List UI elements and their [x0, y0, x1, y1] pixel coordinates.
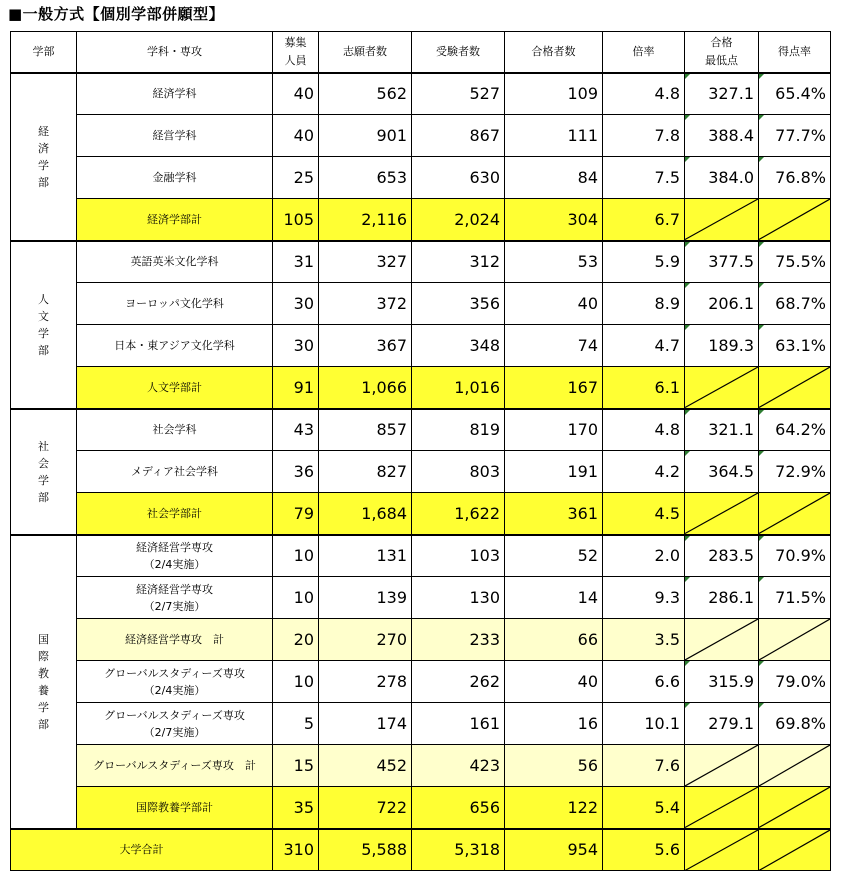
dept-char: 部	[38, 490, 49, 504]
capacity-cell: 35	[273, 787, 319, 829]
applicants-cell: 452	[319, 745, 412, 787]
major-label	[77, 115, 273, 157]
capacity-cell: 79	[273, 493, 319, 535]
header-dept: 学部	[11, 32, 77, 73]
capacity-cell: 10	[273, 661, 319, 703]
total-examinees: 5,318	[412, 829, 505, 871]
applicants-cell: 270	[319, 619, 412, 661]
score-rate-cell-empty	[759, 745, 831, 787]
table-row	[11, 451, 831, 493]
capacity-cell: 36	[273, 451, 319, 493]
header-capacity-line1: 募集	[284, 35, 307, 49]
diagonal-slash	[685, 787, 758, 828]
examinees-cell: 130	[412, 577, 505, 619]
capacity-cell: 15	[273, 745, 319, 787]
applicants-cell: 1,684	[319, 493, 412, 535]
major-label	[77, 325, 273, 367]
total-min-score-empty	[685, 829, 759, 871]
score-rate-cell: 71.5%	[759, 577, 831, 619]
score-rate-cell: 79.0%	[759, 661, 831, 703]
passers-cell: 304	[505, 199, 603, 241]
passers-cell: 191	[505, 451, 603, 493]
major-label-line: 人文学部計	[147, 380, 202, 394]
examinees-cell: 356	[412, 283, 505, 325]
table-row	[11, 199, 831, 241]
dept-char: 人	[38, 292, 49, 306]
score-rate-cell: 76.8%	[759, 157, 831, 199]
major-label	[77, 703, 273, 745]
diagonal-slash	[685, 745, 758, 786]
major-label	[77, 241, 273, 283]
header-applicants: 志願者数	[319, 32, 412, 73]
examinees-cell: 312	[412, 241, 505, 283]
passers-cell: 74	[505, 325, 603, 367]
table-row	[11, 787, 831, 829]
major-label	[77, 157, 273, 199]
dept-cell-soc	[11, 409, 77, 535]
ratio-cell: 8.9	[603, 283, 685, 325]
diagonal-slash	[685, 619, 758, 660]
diagonal-slash	[759, 787, 830, 828]
dept-cell-intl	[11, 535, 77, 829]
admissions-table	[10, 31, 831, 871]
passers-cell: 361	[505, 493, 603, 535]
major-label	[77, 745, 273, 787]
diagonal-slash	[685, 493, 758, 534]
dept-char: 教	[38, 666, 49, 680]
examinees-cell: 527	[412, 73, 505, 115]
table-row	[11, 325, 831, 367]
min-score-cell: 327.1	[685, 73, 759, 115]
score-rate-cell: 64.2%	[759, 409, 831, 451]
applicants-cell: 139	[319, 577, 412, 619]
passers-cell: 167	[505, 367, 603, 409]
major-label-line: 社会学科	[152, 423, 197, 437]
major-label	[77, 493, 273, 535]
examinees-cell: 630	[412, 157, 505, 199]
diagonal-slash	[759, 493, 830, 534]
major-label-line: ヨーロッパ文化学科	[125, 297, 224, 310]
header-capacity	[273, 32, 319, 73]
ratio-cell: 7.6	[603, 745, 685, 787]
min-score-cell-empty	[685, 745, 759, 787]
dept-char: 部	[38, 343, 49, 357]
total-ratio: 5.6	[603, 829, 685, 871]
capacity-cell: 10	[273, 577, 319, 619]
diagonal-slash	[685, 830, 758, 871]
capacity-cell: 25	[273, 157, 319, 199]
applicants-cell: 367	[319, 325, 412, 367]
major-label-line: 経済学科	[152, 87, 197, 101]
examinees-cell: 2,024	[412, 199, 505, 241]
examinees-cell: 262	[412, 661, 505, 703]
major-label-line: グローバルスタディーズ専攻	[104, 666, 245, 680]
capacity-cell: 91	[273, 367, 319, 409]
major-label-line: 経営学科	[152, 129, 197, 142]
examinees-cell: 103	[412, 535, 505, 577]
major-label-line: （2/4実施）	[143, 683, 206, 697]
total-passers: 954	[505, 829, 603, 871]
major-label-line: 経済学部計	[147, 212, 202, 226]
capacity-cell: 30	[273, 283, 319, 325]
header-row	[11, 32, 831, 73]
applicants-cell: 722	[319, 787, 412, 829]
passers-cell: 14	[505, 577, 603, 619]
dept-char: 部	[38, 175, 49, 189]
passers-cell: 16	[505, 703, 603, 745]
score-rate-cell-empty	[759, 493, 831, 535]
examinees-cell: 803	[412, 451, 505, 493]
ratio-cell: 9.3	[603, 577, 685, 619]
applicants-cell: 562	[319, 73, 412, 115]
ratio-cell: 10.1	[603, 703, 685, 745]
passers-cell: 40	[505, 283, 603, 325]
dept-char: 部	[38, 717, 49, 731]
table-row	[11, 661, 831, 703]
capacity-cell: 105	[273, 199, 319, 241]
dept-char: 学	[38, 326, 49, 340]
diagonal-slash	[685, 199, 758, 240]
passers-cell: 40	[505, 661, 603, 703]
examinees-cell: 1,622	[412, 493, 505, 535]
ratio-cell: 4.7	[603, 325, 685, 367]
header-passers: 合格者数	[505, 32, 603, 73]
min-score-cell: 384.0	[685, 157, 759, 199]
header-min-score-line2: 最低点	[705, 53, 738, 67]
min-score-cell: 321.1	[685, 409, 759, 451]
major-label	[77, 787, 273, 829]
dept-char: 際	[38, 649, 49, 663]
applicants-cell: 827	[319, 451, 412, 493]
examinees-cell: 348	[412, 325, 505, 367]
major-label	[77, 451, 273, 493]
score-rate-cell: 75.5%	[759, 241, 831, 283]
total-applicants: 5,588	[319, 829, 412, 871]
min-score-cell: 279.1	[685, 703, 759, 745]
dept-char: 学	[38, 700, 49, 714]
table-row	[11, 703, 831, 745]
score-rate-cell: 72.9%	[759, 451, 831, 493]
header-score-rate: 得点率	[759, 32, 831, 73]
ratio-cell: 2.0	[603, 535, 685, 577]
major-label	[77, 283, 273, 325]
major-label-line: 経済経営学専攻	[136, 540, 213, 554]
applicants-cell: 131	[319, 535, 412, 577]
examinees-cell: 233	[412, 619, 505, 661]
capacity-cell: 20	[273, 619, 319, 661]
table-row	[11, 577, 831, 619]
passers-cell: 66	[505, 619, 603, 661]
total-label: 大学合計	[11, 829, 273, 871]
header-min-score	[685, 32, 759, 73]
score-rate-cell: 70.9%	[759, 535, 831, 577]
major-label-line: 金融学科	[152, 171, 197, 184]
table-row	[11, 619, 831, 661]
applicants-cell: 2,116	[319, 199, 412, 241]
min-score-cell-empty	[685, 493, 759, 535]
header-min-score-line1: 合格	[710, 35, 733, 49]
diagonal-slash	[685, 367, 758, 408]
major-label-line: メディア社会学科	[130, 465, 219, 478]
dept-char: 学	[38, 473, 49, 487]
capacity-cell: 40	[273, 115, 319, 157]
applicants-cell: 857	[319, 409, 412, 451]
ratio-cell: 3.5	[603, 619, 685, 661]
diagonal-slash	[759, 745, 830, 786]
capacity-cell: 30	[273, 325, 319, 367]
examinees-cell: 867	[412, 115, 505, 157]
ratio-cell: 5.9	[603, 241, 685, 283]
passers-cell: 122	[505, 787, 603, 829]
major-label-line: グローバルスタディーズ専攻 計	[93, 759, 256, 772]
ratio-cell: 4.2	[603, 451, 685, 493]
min-score-cell-empty	[685, 619, 759, 661]
score-rate-cell: 68.7%	[759, 283, 831, 325]
min-score-cell-empty	[685, 199, 759, 241]
diagonal-slash	[759, 367, 830, 408]
min-score-cell: 189.3	[685, 325, 759, 367]
diagonal-slash	[759, 199, 830, 240]
capacity-cell: 40	[273, 73, 319, 115]
passers-cell: 170	[505, 409, 603, 451]
score-rate-cell: 77.7%	[759, 115, 831, 157]
capacity-cell: 10	[273, 535, 319, 577]
passers-cell: 52	[505, 535, 603, 577]
table-row	[11, 409, 831, 451]
min-score-cell: 206.1	[685, 283, 759, 325]
dept-char: 社	[38, 439, 49, 453]
passers-cell: 56	[505, 745, 603, 787]
ratio-cell: 4.5	[603, 493, 685, 535]
major-label-line: 社会学部計	[147, 506, 202, 520]
major-label	[77, 661, 273, 703]
dept-char: 会	[38, 456, 49, 470]
major-label-line: 経済経営学専攻	[136, 582, 213, 596]
header-capacity-line2: 人員	[284, 53, 307, 67]
min-score-cell: 388.4	[685, 115, 759, 157]
ratio-cell: 6.1	[603, 367, 685, 409]
header-examinees: 受験者数	[412, 32, 505, 73]
major-label-line: （2/7実施）	[143, 725, 206, 739]
ratio-cell: 4.8	[603, 73, 685, 115]
dept-char: 文	[38, 309, 49, 323]
major-label	[77, 409, 273, 451]
score-rate-cell: 63.1%	[759, 325, 831, 367]
major-label-line: グローバルスタディーズ専攻	[104, 708, 245, 722]
min-score-cell-empty	[685, 787, 759, 829]
major-label	[77, 619, 273, 661]
score-rate-cell: 69.8%	[759, 703, 831, 745]
table-row	[11, 493, 831, 535]
min-score-cell: 364.5	[685, 451, 759, 493]
ratio-cell: 4.8	[603, 409, 685, 451]
passers-cell: 111	[505, 115, 603, 157]
ratio-cell: 7.8	[603, 115, 685, 157]
table-row	[11, 745, 831, 787]
major-label-line: （2/7実施）	[143, 599, 206, 613]
capacity-cell: 5	[273, 703, 319, 745]
ratio-cell: 7.5	[603, 157, 685, 199]
dept-char: 学	[38, 158, 49, 172]
total-row	[11, 829, 831, 871]
examinees-cell: 423	[412, 745, 505, 787]
dept-char: 済	[38, 141, 49, 155]
min-score-cell: 377.5	[685, 241, 759, 283]
passers-cell: 84	[505, 157, 603, 199]
table-row	[11, 535, 831, 577]
passers-cell: 109	[505, 73, 603, 115]
min-score-cell: 283.5	[685, 535, 759, 577]
table-row	[11, 283, 831, 325]
major-label-line: 経済経営学専攻 計	[125, 633, 224, 646]
table-row	[11, 241, 831, 283]
dept-cell-hum	[11, 241, 77, 409]
capacity-cell: 31	[273, 241, 319, 283]
total-capacity: 310	[273, 829, 319, 871]
ratio-cell: 6.7	[603, 199, 685, 241]
min-score-cell: 315.9	[685, 661, 759, 703]
score-rate-cell-empty	[759, 199, 831, 241]
score-rate-cell: 65.4%	[759, 73, 831, 115]
major-label	[77, 577, 273, 619]
table-row	[11, 73, 831, 115]
min-score-cell: 286.1	[685, 577, 759, 619]
table-row	[11, 157, 831, 199]
diagonal-slash	[759, 619, 830, 660]
passers-cell: 53	[505, 241, 603, 283]
applicants-cell: 372	[319, 283, 412, 325]
applicants-cell: 174	[319, 703, 412, 745]
major-label-line: 国際教養学部計	[136, 800, 213, 814]
score-rate-cell-empty	[759, 619, 831, 661]
score-rate-cell-empty	[759, 367, 831, 409]
ratio-cell: 6.6	[603, 661, 685, 703]
header-ratio: 倍率	[603, 32, 685, 73]
table-row	[11, 115, 831, 157]
ratio-cell: 5.4	[603, 787, 685, 829]
examinees-cell: 656	[412, 787, 505, 829]
applicants-cell: 278	[319, 661, 412, 703]
total-score-rate-empty	[759, 829, 831, 871]
major-label	[77, 73, 273, 115]
dept-char: 経	[38, 124, 49, 138]
examinees-cell: 1,016	[412, 367, 505, 409]
examinees-cell: 161	[412, 703, 505, 745]
applicants-cell: 327	[319, 241, 412, 283]
score-rate-cell-empty	[759, 787, 831, 829]
major-label	[77, 199, 273, 241]
capacity-cell: 43	[273, 409, 319, 451]
examinees-cell: 819	[412, 409, 505, 451]
dept-char: 国	[38, 632, 49, 646]
header-major: 学科・専攻	[77, 32, 273, 73]
major-label	[77, 535, 273, 577]
applicants-cell: 901	[319, 115, 412, 157]
applicants-cell: 653	[319, 157, 412, 199]
major-label-line: 日本・東アジア文化学科	[114, 339, 235, 352]
major-label-line: 英語英米文化学科	[130, 255, 219, 269]
diagonal-slash	[759, 830, 830, 871]
applicants-cell: 1,066	[319, 367, 412, 409]
table-row	[11, 367, 831, 409]
dept-char: 養	[38, 683, 49, 697]
page-title: ■一般方式【個別学部併願型】	[8, 5, 225, 23]
min-score-cell-empty	[685, 367, 759, 409]
major-label	[77, 367, 273, 409]
dept-cell-econ	[11, 73, 77, 241]
major-label-line: （2/4実施）	[143, 557, 206, 571]
